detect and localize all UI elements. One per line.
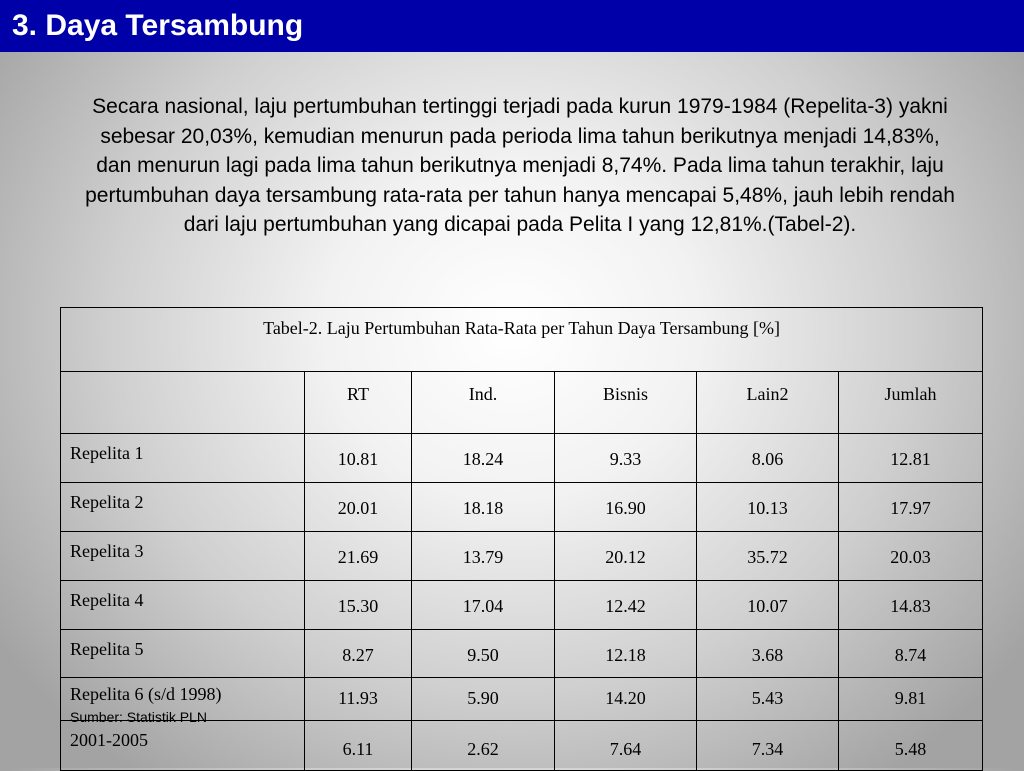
cell-ind: 18.24 (412, 434, 555, 483)
row-label: Repelita 4 (61, 581, 305, 630)
cell-rt: 10.81 (305, 434, 412, 483)
title-bar (0, 0, 1024, 52)
cell-lain2: 35.72 (697, 532, 839, 581)
cell-lain2: 10.13 (697, 483, 839, 532)
cell-ind: 18.18 (412, 483, 555, 532)
table-header-row (61, 372, 983, 434)
cell-ind: 17.04 (412, 581, 555, 630)
cell-bisnis: 12.18 (555, 630, 697, 678)
growth-table (60, 307, 983, 771)
table-row (61, 630, 983, 678)
cell-bisnis: 16.90 (555, 483, 697, 532)
cell-bisnis: 7.64 (555, 721, 697, 771)
slide-title: 3. Daya Tersambung (12, 9, 304, 42)
cell-lain2: 3.68 (697, 630, 839, 678)
cell-ind: 13.79 (412, 532, 555, 581)
header-rt: RT (305, 372, 412, 434)
source-note: Sumber: Statistik PLN (70, 709, 207, 725)
cell-lain2: 10.07 (697, 581, 839, 630)
cell-bisnis: 9.33 (555, 434, 697, 483)
summary-paragraph: Secara nasional, laju pertumbuhan tertinggi terjadi pada kurun 1979-1984 (Repelita-3) yakni sebesar 20,03%, kemudian menurun pada perioda lima tahun berikutnya menjadi 14,83%, dan menurun lagi pada lima tahun berikutnya menjadi 8,74%. Pada lima tahun terakhir, laju pertumbuhan daya tersambung rata-rata per tahun hanya mencapai 5,48%, jauh lebih rendah dari laju pertumbuhan yang dicapai pada Pelita I yang 12,81%.(Tabel-2). (85, 95, 955, 236)
cell-rt: 8.27 (305, 630, 412, 678)
table-caption: Tabel-2. Laju Pertumbuhan Rata-Rata per Tahun Daya Tersambung [%] (61, 308, 983, 372)
table-row (61, 721, 983, 771)
header-ind: Ind. (412, 372, 555, 434)
header-lain2: Lain2 (697, 372, 839, 434)
cell-jumlah: 14.83 (839, 581, 983, 630)
cell-ind: 9.50 (412, 630, 555, 678)
cell-jumlah: 12.81 (839, 434, 983, 483)
cell-lain2: 7.34 (697, 721, 839, 771)
row-label: Repelita 6 (s/d 1998) (61, 678, 305, 721)
header-bisnis: Bisnis (555, 372, 697, 434)
cell-ind: 5.90 (412, 678, 555, 721)
cell-rt: 15.30 (305, 581, 412, 630)
cell-jumlah: 8.74 (839, 630, 983, 678)
cell-rt: 6.11 (305, 721, 412, 771)
cell-rt: 20.01 (305, 483, 412, 532)
table-row (61, 434, 983, 483)
row-label: 2001-2005 (61, 721, 305, 771)
table-row (61, 581, 983, 630)
cell-bisnis: 12.42 (555, 581, 697, 630)
cell-jumlah: 20.03 (839, 532, 983, 581)
cell-lain2: 5.43 (697, 678, 839, 721)
row-label: Repelita 2 (61, 483, 305, 532)
cell-jumlah: 17.97 (839, 483, 983, 532)
row-label: Repelita 5 (61, 630, 305, 678)
table-row (61, 532, 983, 581)
cell-lain2: 8.06 (697, 434, 839, 483)
header-jumlah: Jumlah (839, 372, 983, 434)
cell-rt: 11.93 (305, 678, 412, 721)
cell-rt: 21.69 (305, 532, 412, 581)
row-label: Repelita 3 (61, 532, 305, 581)
table-row (61, 483, 983, 532)
cell-bisnis: 14.20 (555, 678, 697, 721)
row-label: Repelita 1 (61, 434, 305, 483)
header-empty (61, 372, 305, 434)
cell-bisnis: 20.12 (555, 532, 697, 581)
cell-jumlah: 5.48 (839, 721, 983, 771)
cell-ind: 2.62 (412, 721, 555, 771)
cell-jumlah: 9.81 (839, 678, 983, 721)
